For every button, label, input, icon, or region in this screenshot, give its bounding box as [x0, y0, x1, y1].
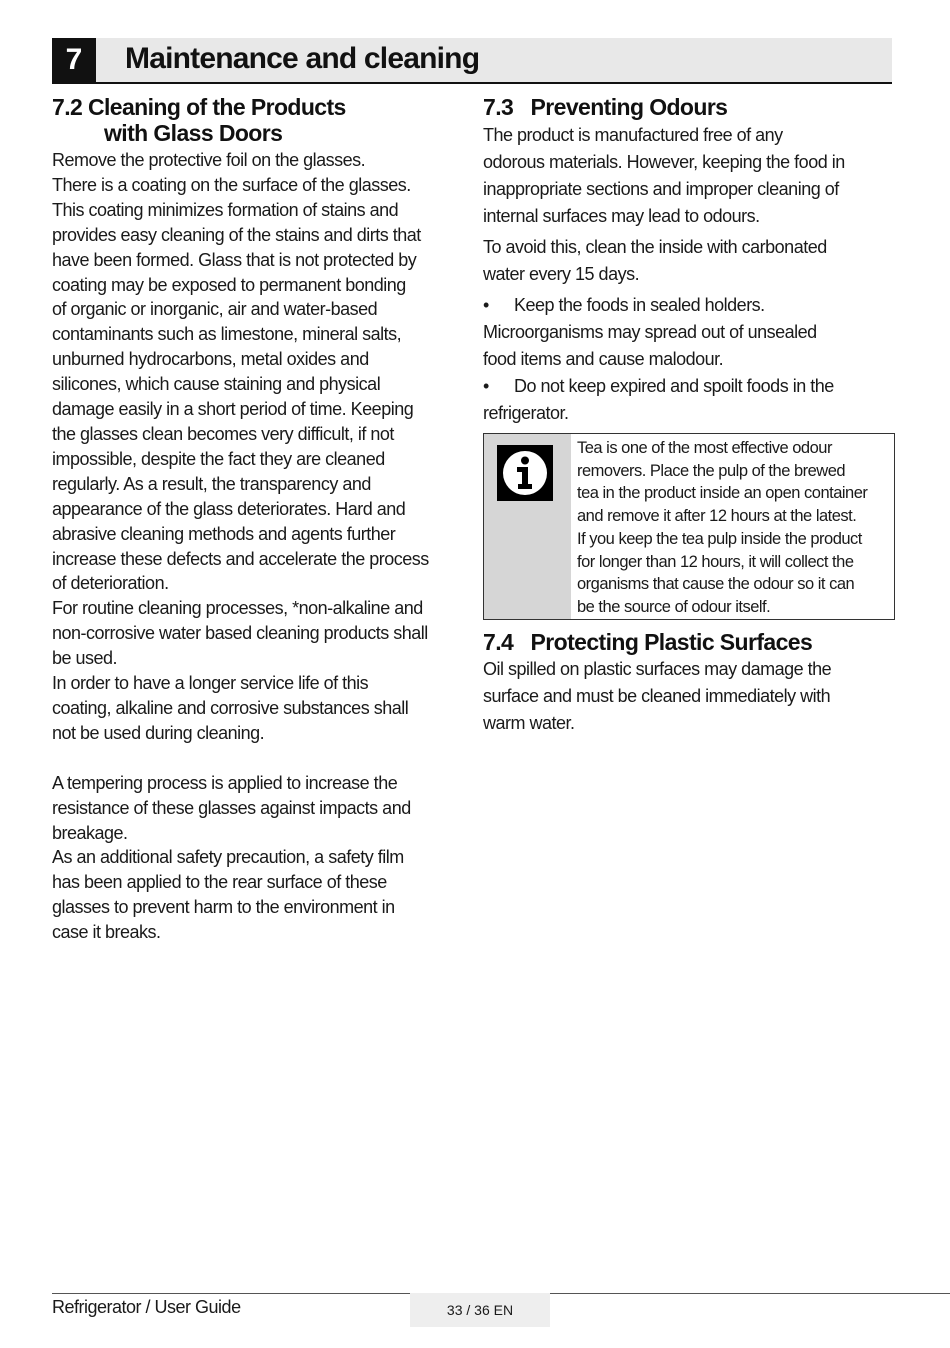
info-note-box — [483, 433, 895, 620]
section-7-2-paragraph-2: A tempering process is applied to increase the resistance of these glasses against impacts and breakage. As an additional safety precaution, a safety film has been applied to the rear surface of these glasses to prevent harm to the environment in case it breaks. — [52, 772, 411, 943]
section-7-2-title-line1: 7.2 Cleaning of the Products — [52, 94, 346, 120]
info-note-text: Tea is one of the most effective odour removers. Place the pulp of the brewed tea in the product inside an open container and remove it after 12 hours at the latest. If you keep the tea pulp inside the product for longer than 12 hours, it will collect the organisms that cause the odour so it can be the source of odour itself. — [577, 439, 868, 616]
section-7-2-title-line2: with Glass Doors — [104, 120, 283, 146]
section-7-3-title: 7.3 Preventing Odours — [483, 94, 728, 120]
chapter-number: 7 — [52, 38, 96, 82]
chapter-header — [52, 38, 892, 84]
bullet-continuation: Microorganisms may spread out of unsealed food items and cause malodour. — [483, 322, 817, 369]
footer-page-number: 33 / 36 EN — [410, 1293, 550, 1327]
bullet-dot: • — [483, 376, 489, 396]
section-7-3-paragraph-1: The product is manufactured free of any odorous materials. However, keeping the food in inappropriate sections and improper cleaning of internal surfaces may lead to odours. — [483, 125, 845, 226]
info-icon — [497, 445, 553, 501]
bullet-text: Keep the foods in sealed holders. — [514, 295, 765, 315]
bullet-text: Do not keep expired and spoilt foods in the — [514, 376, 834, 396]
bullet-item-sealed-holders — [483, 292, 895, 319]
footer-document-title: Refrigerator / User Guide — [52, 1297, 241, 1317]
chapter-title: Maintenance and cleaning — [125, 42, 480, 75]
section-7-4-title: 7.4 Protecting Plastic Surfaces — [483, 629, 813, 655]
section-7-2-paragraph-1: Remove the protective foil on the glasses. There is a coating on the surface of the glasses. This coating minimizes formation of stains and provides easy cleaning of the stains and dirts that have been formed. Glass that is not protected by coating may be exposed to permanent bonding of organic or inorganic, air and water-based contaminants such as limestone, mineral salts, unburned hydrocarbons, metal oxides and silicones, which cause staining and physical damage easily in a short period of time. Keeping the glasses clean becomes very difficult, if not impossible, despite the fact they are cleaned regularly. As a result, the transparency and appearance of the glass deteriorates. Hard and abrasive cleaning methods and agents further increase these defects and accelerate the process of deterioration. For routine cleaning processes, *non-alkaline and non-corrosive water based cleaning products shall be used. In order to have a longer service life of this coating, alkaline and corrosive substances shall not be used during cleaning. — [52, 150, 429, 743]
bullet-dot: • — [483, 295, 489, 315]
bullet-continuation: refrigerator. — [483, 403, 569, 423]
left-column — [52, 94, 462, 945]
section-7-4-paragraph-1: Oil spilled on plastic surfaces may damage the surface and must be cleaned immediately with warm water. — [483, 659, 832, 733]
section-7-3-paragraph-2: To avoid this, clean the inside with carbonated water every 15 days. — [483, 237, 827, 284]
right-column — [483, 94, 895, 737]
info-side-panel — [484, 434, 571, 619]
section-7-2-title — [52, 94, 462, 146]
bullet-item-expired-foods — [483, 373, 895, 400]
